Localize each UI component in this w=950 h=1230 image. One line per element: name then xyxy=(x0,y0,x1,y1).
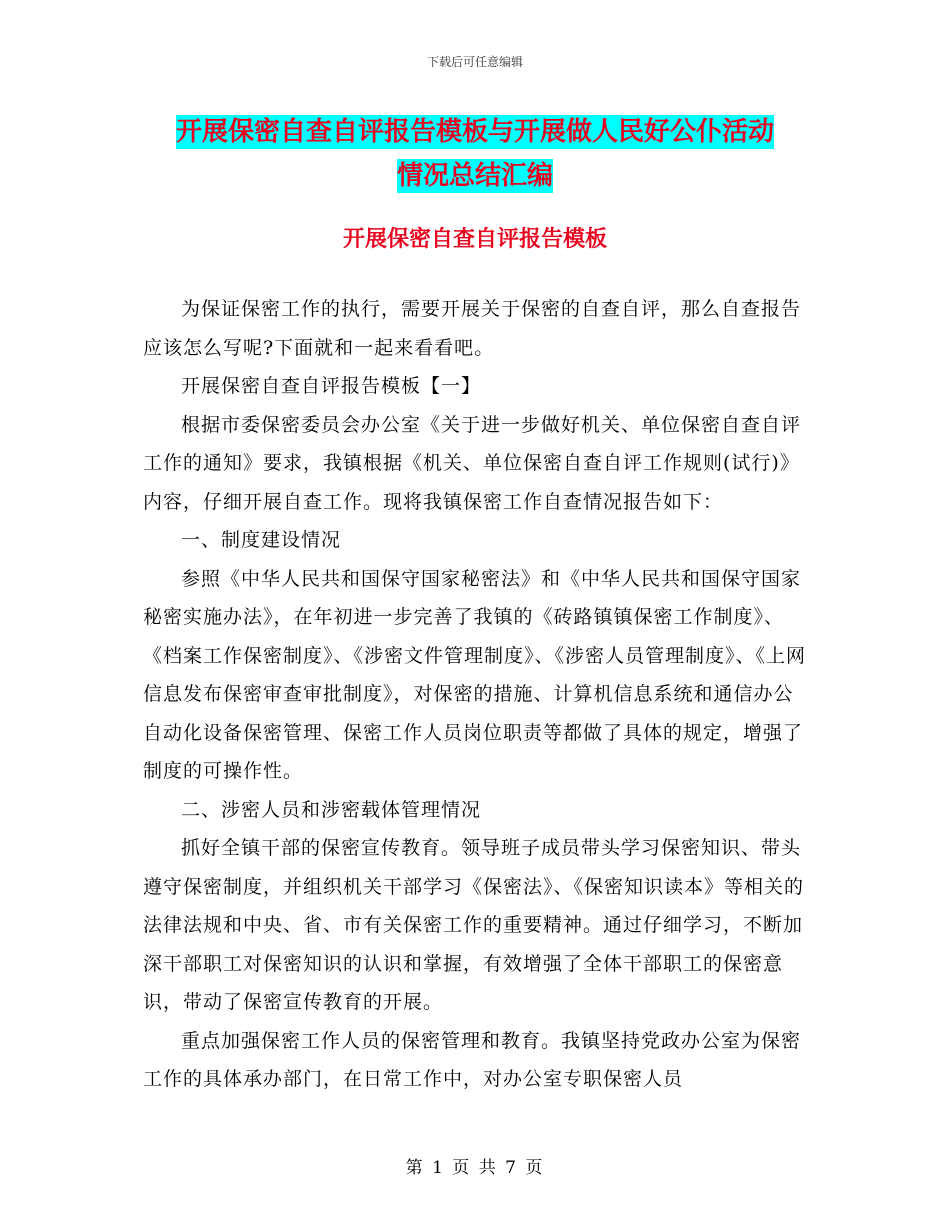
paragraph: 抓好全镇干部的保密宣传教育。领导班子成员带头学习保密知识、带头遵守保密制度，并组织机关干部学习《保密法》、《保密知识读本》等相关的法律法规和中央、省、市有关保密工作的重要精神。通过仔细学习，不断加深干部职工对保密知识的认识和掌握，有效增强了全体干部职工的保密意识，带动了保密宣传教育的开展。 xyxy=(143,837,805,1013)
paragraph: 开展保密自查自评报告模板【一】 xyxy=(181,375,482,397)
paragraph: 重点加强保密工作人员的保密管理和教育。我镇坚持党政办公室为保密工作的具体承办部门，在日常工作中，对办公室专职保密人员 xyxy=(143,1029,802,1090)
paragraph: 为保证保密工作的执行，需要开展关于保密的自查自评，那么自查报告应该怎么写呢?下面就和一起来看看吧。 xyxy=(143,298,802,359)
body-text xyxy=(143,290,811,1099)
paragraph: 一、制度建设情况 xyxy=(181,529,342,551)
document-title xyxy=(0,110,950,198)
document-title-line-1: 开展保密自查自评报告模板与开展做人民好公仆活动 xyxy=(175,117,774,147)
section-title: 开展保密自查自评报告模板 xyxy=(342,227,607,252)
header-note: 下载后可任意编辑 xyxy=(426,55,523,69)
document-title-line-2: 情况总结汇编 xyxy=(396,161,553,191)
paragraph: 参照《中华人民共和国保守国家秘密法》和《中华人民共和国保守国家秘密实施办法》，在年初进一步完善了我镇的《砖路镇镇保密工作制度》、《档案工作保密制度》、《涉密文件管理制度》、《涉密人员管理制度》、《上网信息发布保密审查审批制度》，对保密的措施、计算机信息系统和通信办公自动化设备保密管理、保密工作人员岗位职责等都做了具体的规定，增强了制度的可操作性。 xyxy=(143,567,807,782)
page-number-footer: 第 1 页 共 7 页 xyxy=(405,1158,545,1178)
paragraph: 根据市委保密委员会办公室《关于进一步做好机关、单位保密自查自评工作的通知》要求，我镇根据《机关、单位保密自查自评工作规则(试行)》内容，仔细开展自查工作。现将我镇保密工作自查情况报告如下： xyxy=(143,413,802,513)
paragraph: 二、涉密人员和涉密载体管理情况 xyxy=(181,798,482,821)
